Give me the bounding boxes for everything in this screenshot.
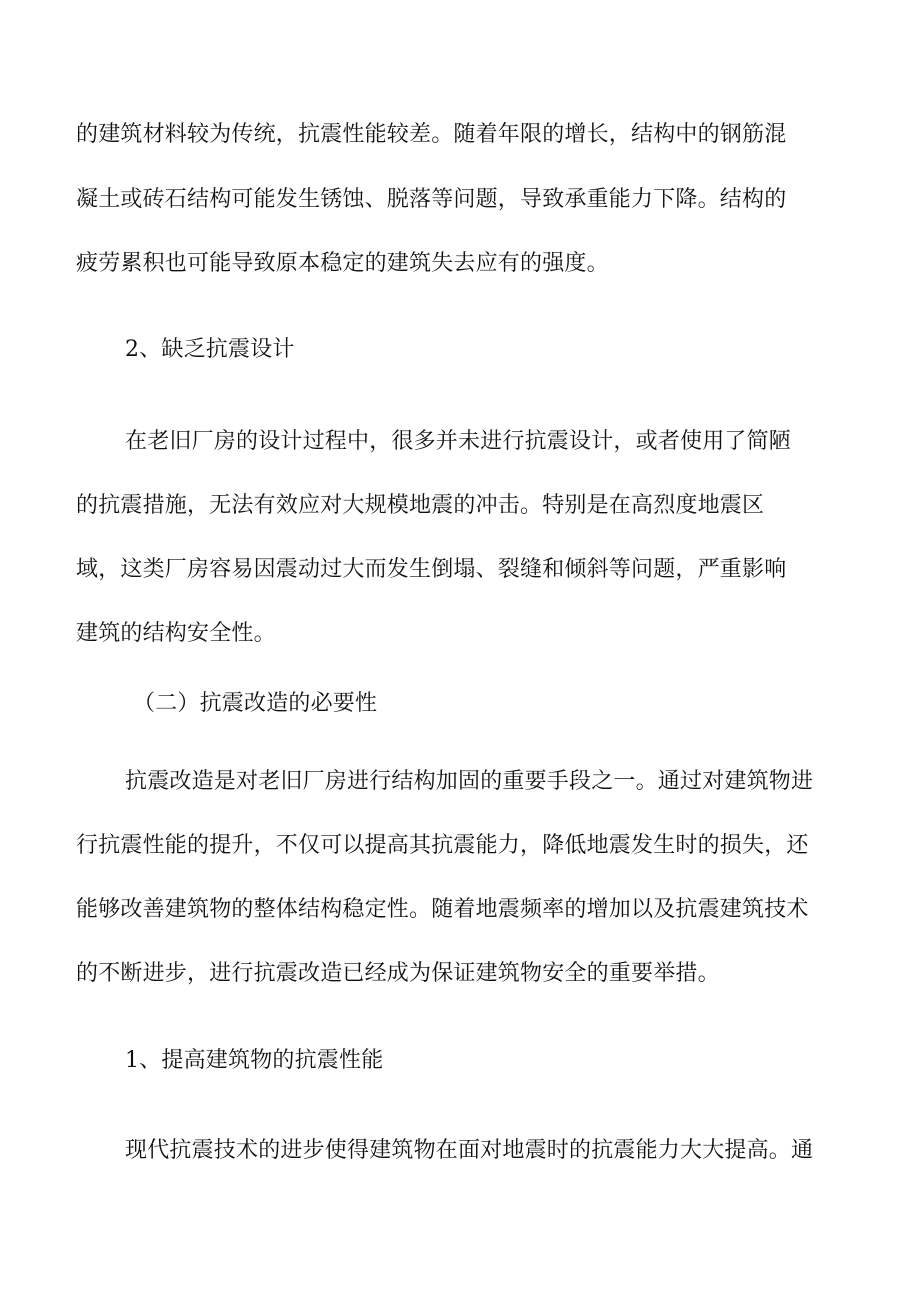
paragraph-1-line-3: 疲劳累积也可能导致原本稳定的建筑失去应有的强度。 [76, 251, 609, 276]
section-heading-improve-performance: 1、提高建筑物的抗震性能 [125, 1048, 384, 1073]
paragraph-3-line-4: 的不断进步，进行抗震改造已经成为保证建筑物安全的重要举措。 [76, 961, 720, 986]
paragraph-3-line-1: 抗震改造是对老旧厂房进行结构加固的重要手段之一。通过对建筑物进 [125, 769, 814, 794]
paragraph-2-line-1: 在老旧厂房的设计过程中，很多并未进行抗震设计，或者使用了简陋 [125, 429, 792, 454]
section-heading-lack-seismic-design: 2、缺乏抗震设计 [125, 337, 295, 362]
subsection-heading-necessity: （二）抗震改造的必要性 [133, 691, 378, 716]
paragraph-2-line-2: 的抗震措施，无法有效应对大规模地震的冲击。特别是在高烈度地震区 [76, 493, 765, 518]
paragraph-1-line-1: 的建筑材料较为传统，抗震性能较差。随着年限的增长，结构中的钢筋混 [76, 122, 787, 147]
paragraph-3-line-2: 行抗震性能的提升，不仅可以提高其抗震能力，降低地震发生时的损失，还 [76, 833, 809, 858]
paragraph-3-line-3: 能够改善建筑物的整体结构稳定性。随着地震频率的增加以及抗震建筑技术 [76, 897, 809, 922]
paragraph-2-line-4: 建筑的结构安全性。 [76, 621, 276, 646]
paragraph-4-line-1: 现代抗震技术的进步使得建筑物在面对地震时的抗震能力大大提高。通 [125, 1138, 814, 1163]
paragraph-2-line-3: 域，这类厂房容易因震动过大而发生倒塌、裂缝和倾斜等问题，严重影响 [76, 557, 787, 582]
paragraph-1-line-2: 凝土或砖石结构可能发生锈蚀、脱落等问题，导致承重能力下降。结构的 [76, 187, 787, 212]
